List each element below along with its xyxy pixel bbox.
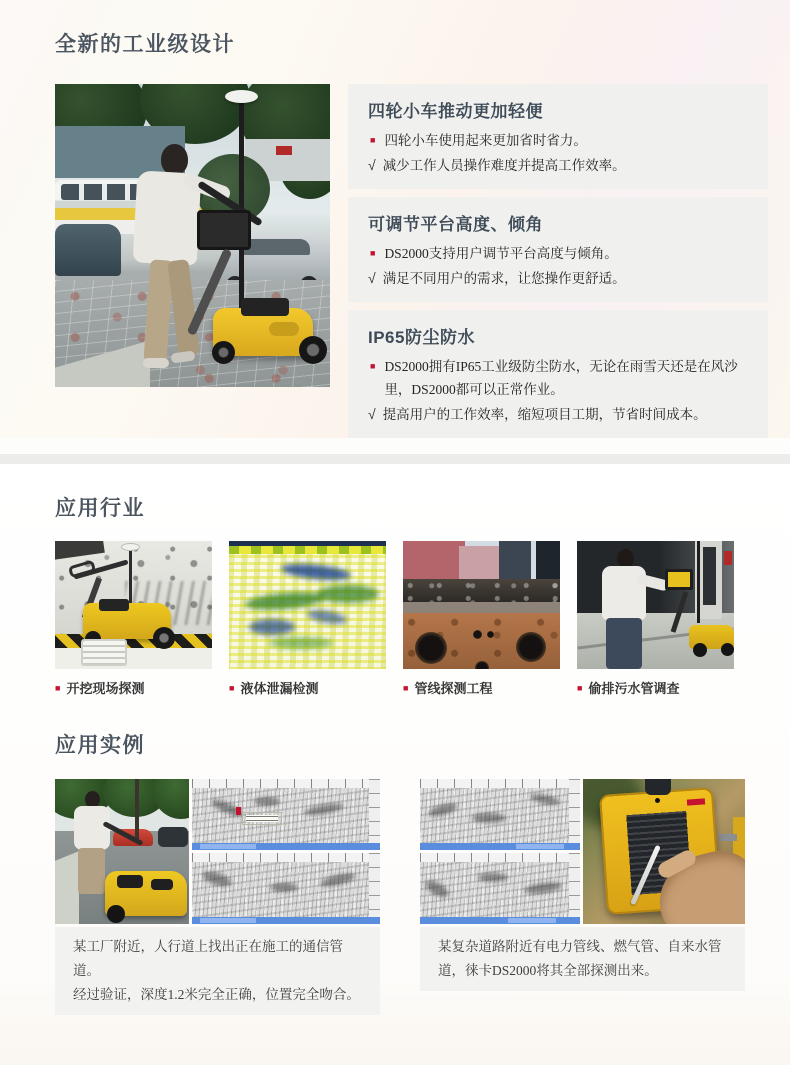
photo-operator-pants	[606, 618, 642, 669]
radargram-bottom	[192, 853, 380, 924]
photo-dark-car	[158, 827, 188, 847]
radargram-anomaly	[201, 869, 233, 890]
feature-check-line	[368, 403, 748, 426]
industry-caption-text: 开挖现场探测	[66, 681, 145, 696]
feature-check-text: 满足不同用户的需求，让您操作更舒适。	[382, 271, 626, 286]
feature-list	[348, 84, 768, 438]
photo-subbase-layer	[403, 602, 560, 613]
feature-bullet-text: 四轮小车使用起来更加省时省力。	[384, 133, 587, 148]
bullet-square-icon: ■	[370, 361, 376, 371]
radargram-bottom	[420, 853, 580, 924]
example-images	[55, 779, 380, 924]
photo-cart-panel	[117, 875, 143, 888]
radargram-scrollbar	[192, 843, 380, 850]
photo-pipe-hole	[415, 632, 447, 664]
photo-pipe-hole	[473, 630, 482, 639]
check-icon: √	[368, 406, 376, 422]
example-group-factory	[55, 779, 380, 1015]
radargram-depth-scale	[369, 853, 380, 917]
lower-sections	[0, 464, 790, 1065]
photo-cart-panel	[99, 599, 129, 611]
industry-caption-text: 液体泄漏检测	[240, 681, 319, 696]
photo-building	[536, 541, 560, 579]
industry-card-sewage	[577, 541, 734, 697]
photo-operator-pants	[78, 848, 105, 894]
photo-cart-wheel	[153, 627, 175, 649]
feature-title: 四轮小车推动更加轻便	[368, 102, 543, 121]
section-title-industries: 应用行业	[55, 497, 145, 520]
photo-cart-wheel	[721, 643, 734, 656]
bullet-square-icon: ■	[370, 248, 376, 258]
radargram-ruler	[192, 853, 369, 862]
bullet-square-icon: ■	[55, 682, 61, 693]
pipe-cross-section-photo	[403, 541, 560, 669]
photo-window	[703, 547, 716, 605]
radargram-anomaly	[472, 813, 506, 823]
industry-caption-text: 偷排污水管调查	[588, 681, 680, 696]
photo-cart-console	[197, 210, 251, 250]
radargram-topband	[229, 546, 386, 554]
photo-car	[55, 224, 121, 276]
leica-logo	[687, 798, 705, 805]
example-caption	[55, 927, 380, 1015]
radargram-depth-scale	[369, 779, 380, 843]
industrial-design-section	[0, 0, 790, 438]
feature-check-line	[368, 154, 748, 177]
gpr-cart-street-photo	[55, 84, 330, 387]
bullet-square-icon: ■	[229, 682, 235, 693]
radargram-ruler	[420, 853, 569, 862]
feature-check-text: 提高用户的工作效率，缩短项目工期，节省时间成本。	[382, 407, 707, 422]
feature-title: 可调节平台高度、倾角	[368, 215, 543, 234]
example-group-road	[420, 779, 745, 1015]
examples-row	[55, 779, 735, 1015]
leak-radargram-image	[229, 541, 386, 669]
example-caption-line: 某复杂道路附近有电力管线、燃气管、自来水管	[438, 939, 722, 954]
photo-operator-head	[161, 144, 188, 175]
excavation-site-photo	[55, 541, 212, 669]
industry-caption	[577, 678, 734, 697]
radargram-anomaly	[523, 880, 562, 895]
photo-building	[499, 541, 531, 579]
sidewalk-survey-photo	[55, 779, 189, 924]
radargram-depth-scale	[569, 779, 580, 843]
industry-caption-text: 管线探测工程	[414, 681, 493, 696]
photo-pipe-hole	[487, 631, 494, 638]
radargram-scrollbar	[192, 917, 380, 924]
radargram-anomaly	[423, 877, 452, 900]
industry-card-excavation	[55, 541, 212, 697]
industry-caption	[403, 678, 560, 697]
photo-gps-antenna	[121, 543, 140, 551]
photo-sign	[276, 146, 292, 155]
example-caption-line: 某工厂附近，人行道上找出正在施工的通信管道。	[73, 939, 343, 978]
section-title-design: 全新的工业级设计	[55, 33, 235, 56]
example-caption-line: 道，徕卡DS2000将其全部探测出来。	[438, 963, 658, 978]
feature-bullet-line	[368, 355, 748, 401]
photo-foreground	[55, 648, 212, 669]
photo-cart-wheel	[212, 341, 235, 364]
radargram-pipe-marker	[236, 807, 241, 815]
example-caption-line: 经过验证，深度1.2米完全正确，位置完全吻合。	[73, 987, 360, 1002]
check-icon: √	[368, 270, 376, 286]
sewage-survey-photo	[577, 541, 734, 669]
photo-gps-pole	[697, 541, 700, 623]
radargram-anomaly	[304, 802, 345, 818]
radargram-top	[420, 779, 580, 850]
feature-box-cart	[348, 84, 768, 189]
feature-box-platform	[348, 197, 768, 302]
photo-tablet-strap	[645, 779, 671, 795]
feature-bullet-line	[368, 129, 748, 152]
feature-bullet-text: DS2000支持用户调节平台高度与倾角。	[384, 246, 618, 261]
photo-cart-wheel	[693, 643, 707, 657]
photo-sign	[724, 551, 732, 565]
feature-bullet-line	[368, 242, 748, 265]
bullet-square-icon: ■	[577, 682, 583, 693]
bullet-square-icon: ■	[370, 135, 376, 145]
photo-tree-trunk	[135, 779, 139, 839]
radargram-stack	[420, 779, 580, 924]
photo-asphalt-layer	[403, 579, 560, 602]
radargram-top	[192, 779, 380, 850]
radargram-anomaly	[317, 585, 379, 603]
industry-card-pipeline	[403, 541, 560, 697]
radargram-anomaly	[270, 883, 298, 892]
photo-cart-panel	[151, 879, 173, 890]
radargram-anomaly	[254, 797, 280, 806]
photo-controller-screen	[665, 569, 693, 590]
radargram-anomaly	[319, 871, 356, 889]
feature-bullet-text: DS2000拥有IP65工业级防尘防水，无论在雨雪天还是在风沙里，DS2000都可以正常作业。	[384, 359, 738, 397]
radargram-anomaly	[529, 792, 560, 807]
industry-caption	[229, 678, 386, 697]
industry-caption	[55, 678, 212, 697]
radargram-stack	[192, 779, 380, 924]
feature-check-line	[368, 267, 748, 290]
photo-pipe-hole	[516, 632, 546, 662]
photo-gps-pole	[129, 547, 132, 603]
example-caption	[420, 927, 745, 991]
radargram-scrollbar	[420, 843, 580, 850]
photo-building	[403, 541, 465, 579]
bullet-square-icon: ■	[403, 682, 409, 693]
tablet-annotation-photo	[583, 779, 745, 924]
radargram-depth-tooltip	[242, 812, 282, 825]
radargram-anomaly	[249, 619, 295, 635]
radargram-depth-scale	[569, 853, 580, 917]
photo-cart-wheel	[107, 905, 125, 923]
example-images	[420, 779, 745, 924]
feature-title: IP65防尘防水	[368, 328, 475, 347]
photo-curb	[55, 851, 79, 924]
radargram-scrollbar	[420, 917, 580, 924]
photo-gps-antenna	[225, 90, 258, 103]
design-content-row	[55, 84, 738, 438]
photo-controller-tablet	[81, 639, 127, 666]
radargram-anomaly	[269, 637, 333, 649]
check-icon: √	[368, 157, 376, 173]
photo-cart-recess	[269, 322, 299, 336]
industry-card-leak	[229, 541, 386, 697]
photo-tablet-camera	[655, 798, 660, 803]
feature-check-text: 减少工作人员操作难度并提高工作效率。	[382, 158, 626, 173]
photo-cart-panel	[241, 298, 289, 316]
photo-pipe-hole	[475, 661, 489, 669]
photo-operator-shirt	[74, 806, 110, 850]
section-divider	[0, 454, 790, 464]
radargram-ruler	[192, 779, 369, 788]
radargram-anomaly	[478, 873, 508, 882]
photo-operator-shoe	[143, 358, 169, 368]
photo-cart-wheel	[299, 336, 327, 364]
radargram-anomaly	[427, 801, 459, 819]
photo-cart-mount	[719, 834, 737, 841]
radargram-ruler	[420, 779, 569, 788]
section-title-examples: 应用实例	[55, 734, 145, 757]
industry-row	[55, 541, 735, 697]
feature-box-ip65	[348, 310, 768, 438]
